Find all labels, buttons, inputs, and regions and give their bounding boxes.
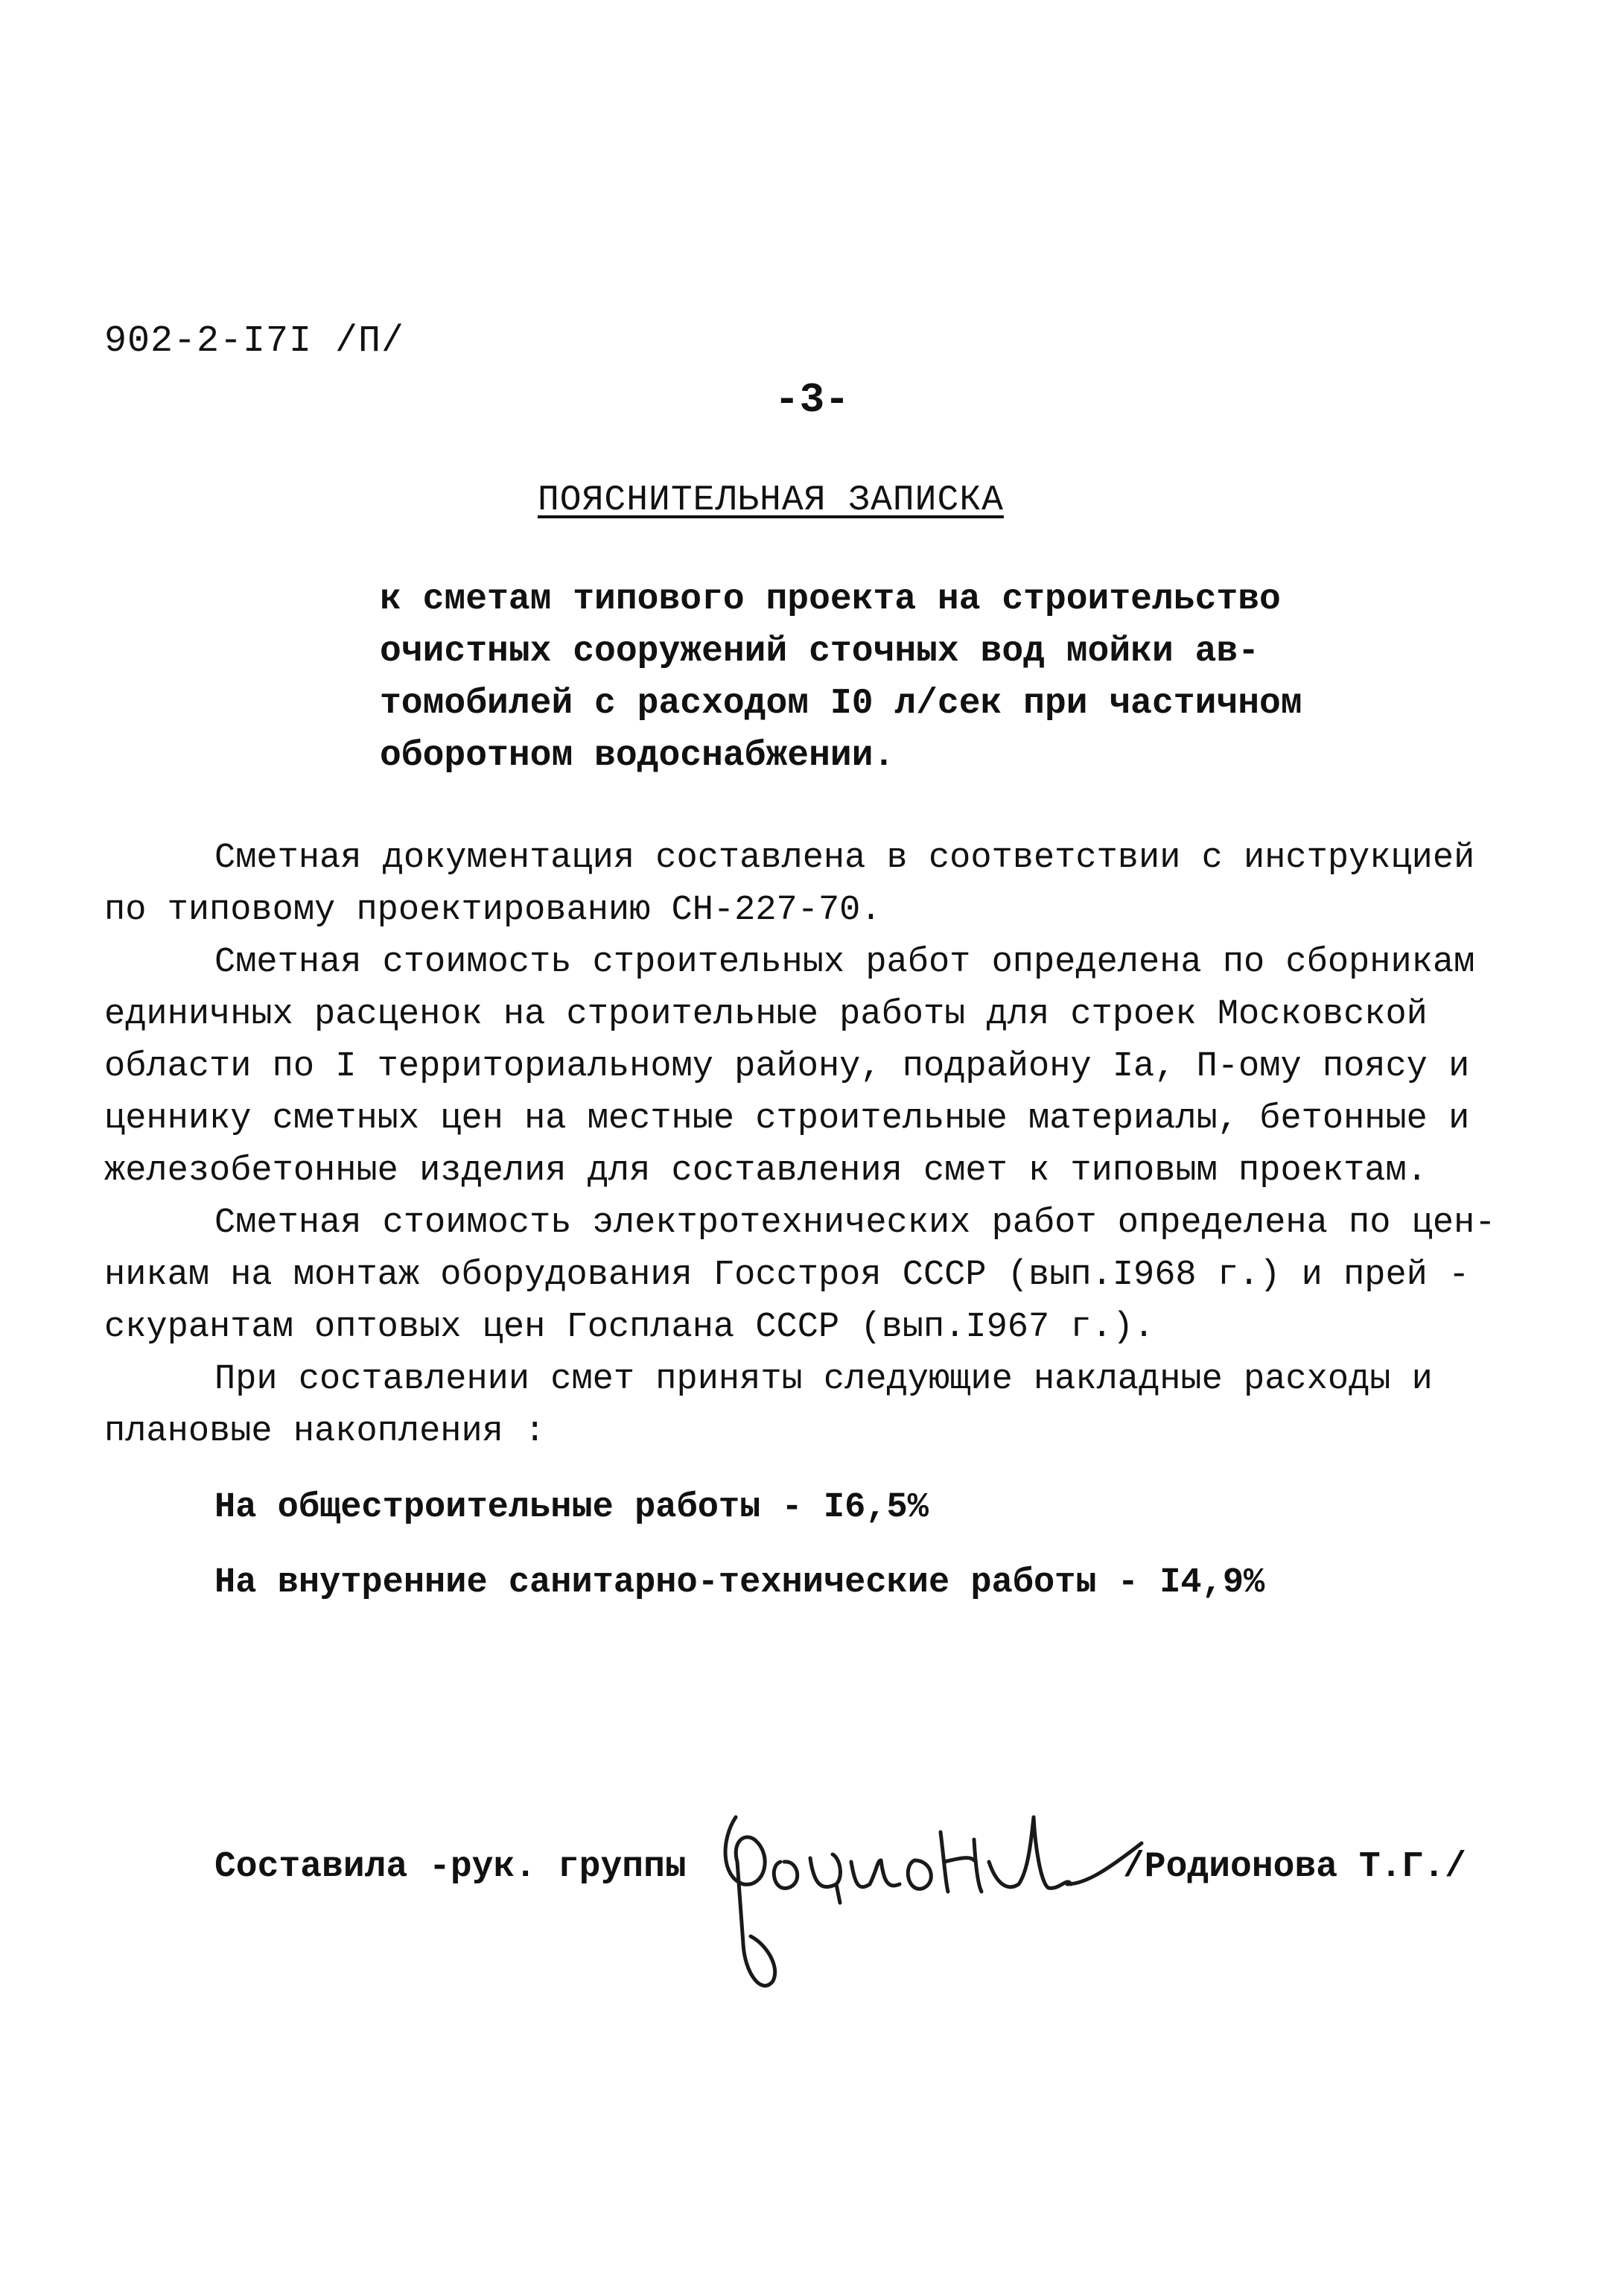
body-line: Сметная стоимость электротехнических работ определена по цен- [214, 1203, 1496, 1243]
body-line: никам на монтаж оборудования Госстроя СССР (вып.I968 г.) и прей - [104, 1256, 1470, 1295]
handwritten-signature [691, 1772, 1153, 2011]
subtitle-line: очистных сооружений сточных вод мойки ав- [380, 632, 1259, 672]
rate-general-construction: На общестроительные работы - I6,5% [214, 1488, 929, 1527]
rate-sanitary-technical: На внутренние санитарно-технические работы - I4,9% [214, 1563, 1265, 1603]
body-text [104, 833, 1519, 1458]
body-line: Сметная документация составлена в соответствии с инструкцией [214, 839, 1475, 878]
body-line: по типовому проектированию СН-227-70. [104, 891, 882, 930]
signatory-name: /Родионова Т.Г./ [1123, 1847, 1466, 1887]
body-line: плановые накопления : [104, 1412, 546, 1451]
document-title: ПОЯСНИТЕЛЬНАЯ ЗАПИСКА [538, 480, 1004, 521]
overhead-rates [214, 1488, 1264, 1638]
subtitle-line: томобилей с расходом I0 л/сек при частичном [380, 684, 1302, 724]
body-line: При составлении смет приняты следующие накладные расходы и [214, 1360, 1433, 1399]
body-line: ценнику сметных цен на местные строительные материалы, бетонные и [104, 1099, 1470, 1139]
document-code: 902-2-I7I /П/ [104, 320, 405, 363]
signature-block [214, 1817, 1555, 2041]
document-subtitle [380, 573, 1348, 782]
body-line: области по I территориальному району, подрайону Iа, П-ому поясу и [104, 1047, 1470, 1087]
subtitle-line: к сметам типового проекта на строительство [380, 579, 1281, 620]
page-number: -3- [774, 376, 850, 424]
signature-label: Составила -рук. группы [214, 1847, 687, 1887]
body-line: железобетонные изделия для составления смет к типовым проектам. [104, 1151, 1428, 1191]
subtitle-line: оборотном водоснабжении. [380, 736, 895, 776]
body-line: Сметная стоимость строительных работ определена по сборникам [214, 943, 1475, 982]
body-line: скурантам оптовых цен Госплана СССР (вып.I967 г.). [104, 1308, 1155, 1347]
body-line: единичных расценок на строительные работы для строек Московской [104, 995, 1428, 1034]
